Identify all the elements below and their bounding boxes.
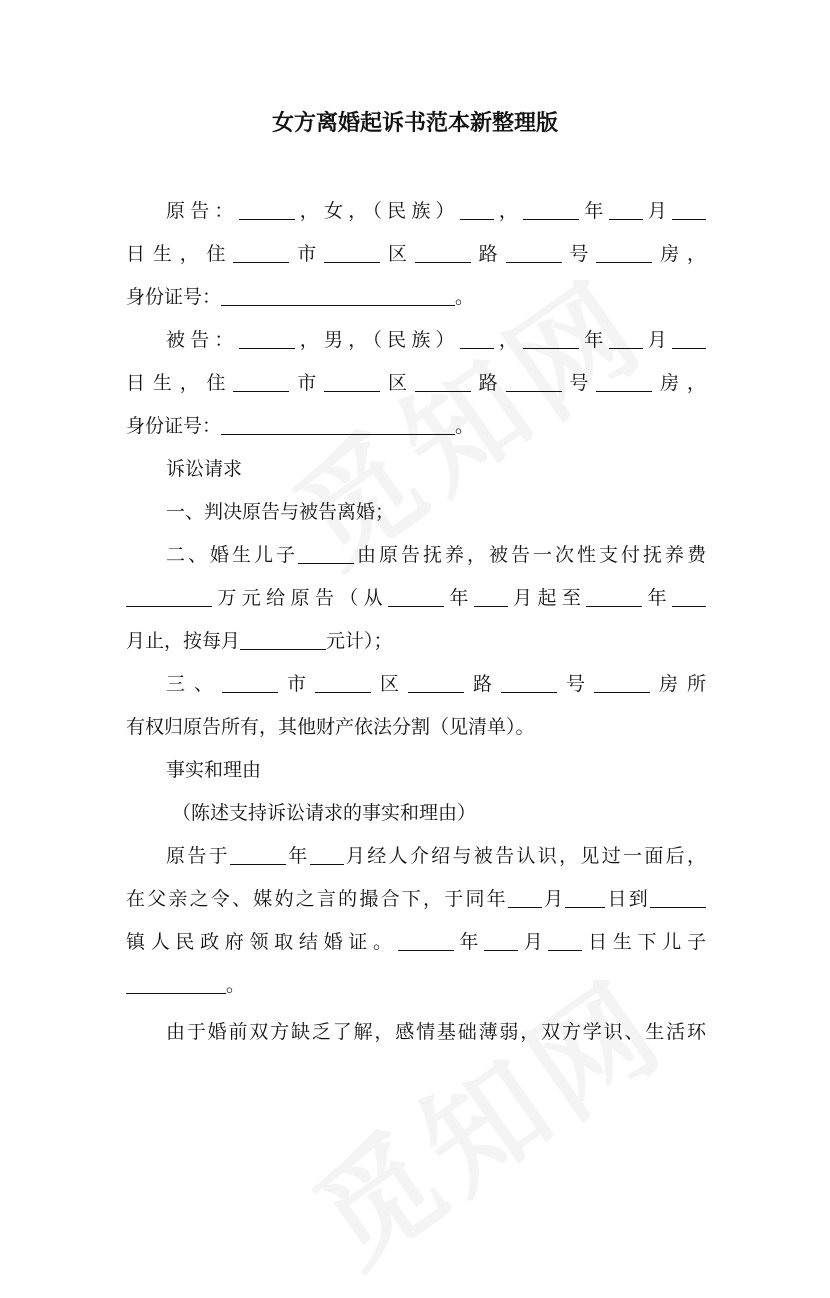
blank <box>672 347 706 349</box>
claim-3-line-2: 有权归原告所有，其他财产依法分割（见清单）。 <box>126 716 535 738</box>
text-segment: 日生下儿子 <box>582 931 706 953</box>
blank <box>594 691 650 693</box>
text-segment: 月 <box>642 200 672 222</box>
text-segment: 房所 <box>650 673 706 695</box>
facts-line-2 <box>126 878 706 921</box>
text-segment: 年 <box>579 200 609 222</box>
blank <box>239 347 295 349</box>
text-segment: 年 <box>579 329 609 351</box>
text-segment: 二、婚生儿子 <box>166 544 298 566</box>
text-segment: 身份证号： <box>126 415 222 437</box>
text-segment: 市 <box>278 673 315 695</box>
text-segment: 区 <box>380 372 415 394</box>
text-segment: 房， <box>652 372 706 394</box>
text-segment: 万元给原告（从 <box>212 587 388 609</box>
text-segment: 。 <box>226 974 246 996</box>
text-segment: ，女，（民族） <box>294 200 460 222</box>
blank <box>565 906 605 908</box>
blank <box>233 390 289 392</box>
text-segment: 月起至 <box>507 587 587 609</box>
blank <box>126 605 212 607</box>
blank <box>586 605 642 607</box>
text-segment: 路 <box>470 243 506 265</box>
text-segment: 市 <box>289 372 325 394</box>
text-segment: ，男，（民族） <box>294 329 460 351</box>
blank <box>324 390 380 392</box>
text-segment: 三、 <box>166 673 222 695</box>
facts-instruction: （陈述支持诉讼请求的事实和理由） <box>172 802 477 824</box>
text-segment: 日生，住 <box>126 372 234 394</box>
plaintiff-line-1 <box>126 190 706 233</box>
blank <box>298 562 354 564</box>
blank <box>672 218 706 220</box>
text-segment: 身份证号： <box>126 286 222 308</box>
text-segment: 号 <box>561 372 597 394</box>
text-segment: 由原告抚养，被告一次性支付抚养费 <box>354 544 706 566</box>
blank <box>239 218 295 220</box>
blank <box>523 347 579 349</box>
blank <box>126 992 226 994</box>
text-segment: 原告： <box>166 200 239 222</box>
text-segment: ， <box>493 200 524 222</box>
blank <box>460 347 494 349</box>
defendant-line-1 <box>126 319 706 362</box>
claim-2-line-2 <box>126 577 706 620</box>
facts-line-1 <box>126 835 706 878</box>
blank <box>506 261 562 263</box>
text-segment: 月止，按每月 <box>126 630 241 652</box>
text-segment: 市 <box>289 243 325 265</box>
blank <box>506 390 562 392</box>
blank <box>315 691 371 693</box>
blank <box>240 648 326 650</box>
text-segment: 年 <box>453 931 485 953</box>
blank <box>609 347 643 349</box>
text-segment: 在父亲之令、媒妁之言的撮合下，于同年 <box>126 888 508 910</box>
text-segment: 区 <box>371 673 408 695</box>
claim-2-line-3 <box>126 620 706 663</box>
plaintiff-line-2 <box>126 233 706 276</box>
text-segment: 月经人介绍与被告认识，见过一面后， <box>343 845 706 867</box>
blank <box>222 691 278 693</box>
blank <box>650 906 706 908</box>
text-segment: 原告于 <box>166 845 230 867</box>
text-segment: 区 <box>380 243 415 265</box>
text-segment: 镇人民政府领取结婚证。 <box>126 931 398 953</box>
text-segment: 路 <box>464 673 501 695</box>
text-segment: 路 <box>470 372 506 394</box>
blank <box>596 390 652 392</box>
blank <box>221 433 455 435</box>
blank <box>548 949 582 951</box>
text-segment: 日生，住 <box>126 243 234 265</box>
text-segment: 年 <box>642 587 672 609</box>
blank <box>415 390 471 392</box>
text-segment: 月 <box>541 888 566 910</box>
text-segment: 。 <box>455 415 475 437</box>
blank <box>388 605 444 607</box>
defendant-id-line <box>126 405 706 448</box>
text-segment: 元计）； <box>326 630 393 652</box>
text-segment: 被告： <box>166 329 239 351</box>
blank <box>221 304 455 306</box>
facts-line-3 <box>126 921 706 964</box>
blank <box>230 863 286 865</box>
text-segment: ， <box>493 329 524 351</box>
document-body <box>126 190 706 1054</box>
claim-1: 一、判决原告与被告离婚； <box>166 501 395 523</box>
plaintiff-id-line <box>126 276 706 319</box>
blank <box>609 218 643 220</box>
text-segment: 月 <box>518 931 549 953</box>
text-segment: 号 <box>557 673 594 695</box>
blank <box>523 218 579 220</box>
blank <box>460 218 494 220</box>
claim-3-line-1 <box>126 663 706 706</box>
blank <box>415 261 471 263</box>
text-segment: 年 <box>285 845 310 867</box>
text-segment: 由于婚前双方缺乏了解，感情基础薄弱，双方学识、生活环 <box>166 1021 706 1043</box>
facts-line-5 <box>126 1011 706 1054</box>
blank <box>508 906 542 908</box>
text-segment: 。 <box>455 286 475 308</box>
defendant-line-2 <box>126 362 706 405</box>
text-segment: 房， <box>652 243 706 265</box>
blank <box>310 863 344 865</box>
blank <box>233 261 289 263</box>
facts-line-4 <box>126 964 706 1007</box>
blank <box>596 261 652 263</box>
section-heading-claims: 诉讼请求 <box>166 458 243 480</box>
section-heading-facts: 事实和理由 <box>166 759 262 781</box>
text-segment: 号 <box>561 243 597 265</box>
document-title: 女方离婚起诉书范本新整理版 <box>271 111 558 136</box>
text-segment: 日到 <box>605 888 650 910</box>
blank <box>324 261 380 263</box>
blank <box>484 949 518 951</box>
blank <box>672 605 706 607</box>
text-segment: 月 <box>642 329 672 351</box>
blank <box>398 949 454 951</box>
blank <box>501 691 557 693</box>
blank <box>474 605 508 607</box>
blank <box>408 691 464 693</box>
claim-2-line-1 <box>126 534 706 577</box>
text-segment: 年 <box>443 587 474 609</box>
